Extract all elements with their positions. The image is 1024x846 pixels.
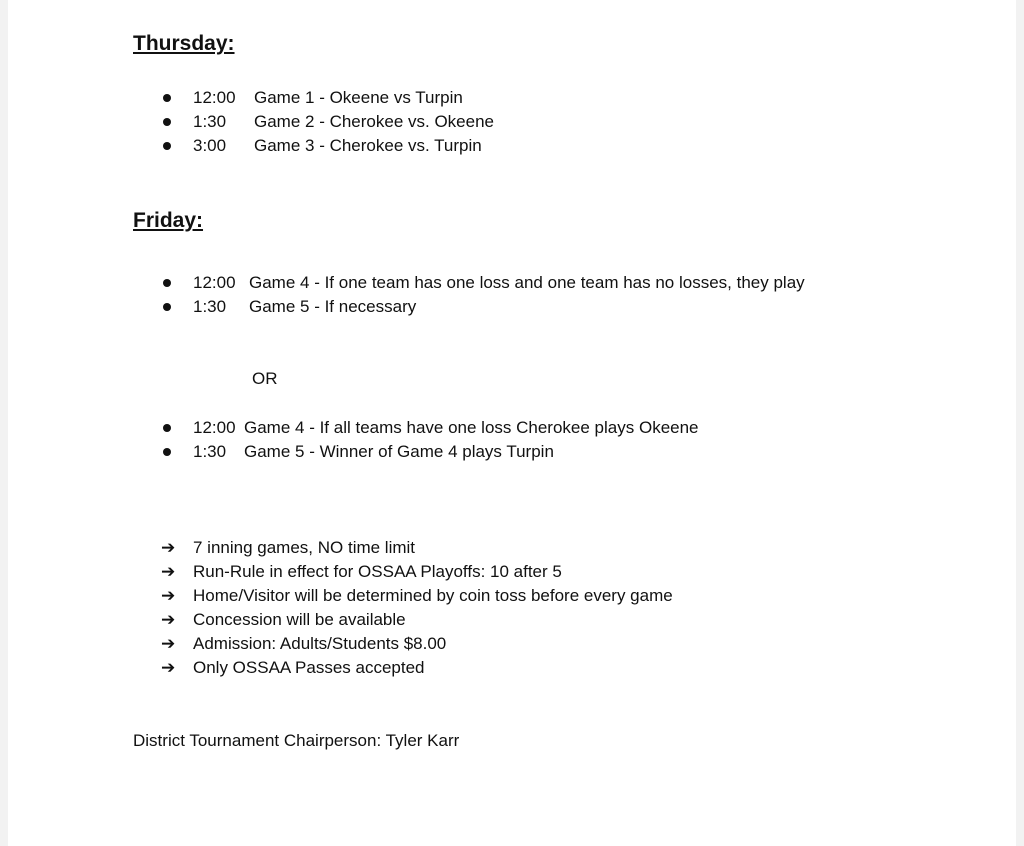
note-text: Concession will be available bbox=[193, 610, 406, 629]
game-description: Game 5 - Winner of Game 4 plays Turpin bbox=[244, 442, 554, 461]
bullet-icon bbox=[163, 279, 171, 287]
arrow-right-icon: ➔ bbox=[161, 634, 176, 653]
bullet-icon bbox=[163, 118, 171, 126]
game-description: Game 5 - If necessary bbox=[249, 297, 417, 316]
game-time: 1:30 bbox=[193, 442, 227, 461]
bullet-icon bbox=[163, 142, 171, 150]
game-description: Game 3 - Cherokee vs. Turpin bbox=[254, 136, 482, 155]
note-text: 7 inning games, NO time limit bbox=[193, 538, 416, 557]
thursday-heading: Thursday: bbox=[133, 32, 235, 55]
note-text: Admission: Adults/Students $8.00 bbox=[193, 634, 447, 653]
arrow-right-icon: ➔ bbox=[161, 586, 176, 605]
game-description: Game 4 - If one team has one loss and one team has no losses, they play bbox=[249, 273, 805, 292]
note-text: Only OSSAA Passes accepted bbox=[193, 658, 425, 677]
arrow-right-icon: ➔ bbox=[161, 658, 176, 677]
game-description: Game 1 - Okeene vs Turpin bbox=[254, 88, 463, 107]
game-description: Game 2 - Cherokee vs. Okeene bbox=[254, 112, 495, 131]
bullet-icon bbox=[163, 94, 171, 102]
or-separator: OR bbox=[252, 369, 278, 388]
chairperson-line: District Tournament Chairperson: Tyler Karr bbox=[133, 731, 460, 750]
bullet-icon bbox=[163, 424, 171, 432]
arrow-right-icon: ➔ bbox=[161, 538, 176, 557]
note-text: Home/Visitor will be determined by coin toss before every game bbox=[193, 586, 673, 605]
bullet-icon bbox=[163, 303, 171, 311]
friday-heading: Friday: bbox=[133, 209, 204, 232]
game-description: Game 4 - If all teams have one loss Cherokee plays Okeene bbox=[244, 418, 699, 437]
game-time: 3:00 bbox=[193, 136, 227, 155]
game-time: 12:00 bbox=[193, 273, 236, 292]
game-time: 1:30 bbox=[193, 112, 227, 131]
game-time: 12:00 bbox=[193, 88, 236, 107]
document-page bbox=[8, 0, 1016, 846]
arrow-right-icon: ➔ bbox=[161, 610, 176, 629]
bullet-icon bbox=[163, 448, 171, 456]
game-time: 1:30 bbox=[193, 297, 227, 316]
note-text: Run-Rule in effect for OSSAA Playoffs: 10 after 5 bbox=[193, 562, 562, 581]
arrow-right-icon: ➔ bbox=[161, 562, 176, 581]
game-time: 12:00 bbox=[193, 418, 236, 437]
